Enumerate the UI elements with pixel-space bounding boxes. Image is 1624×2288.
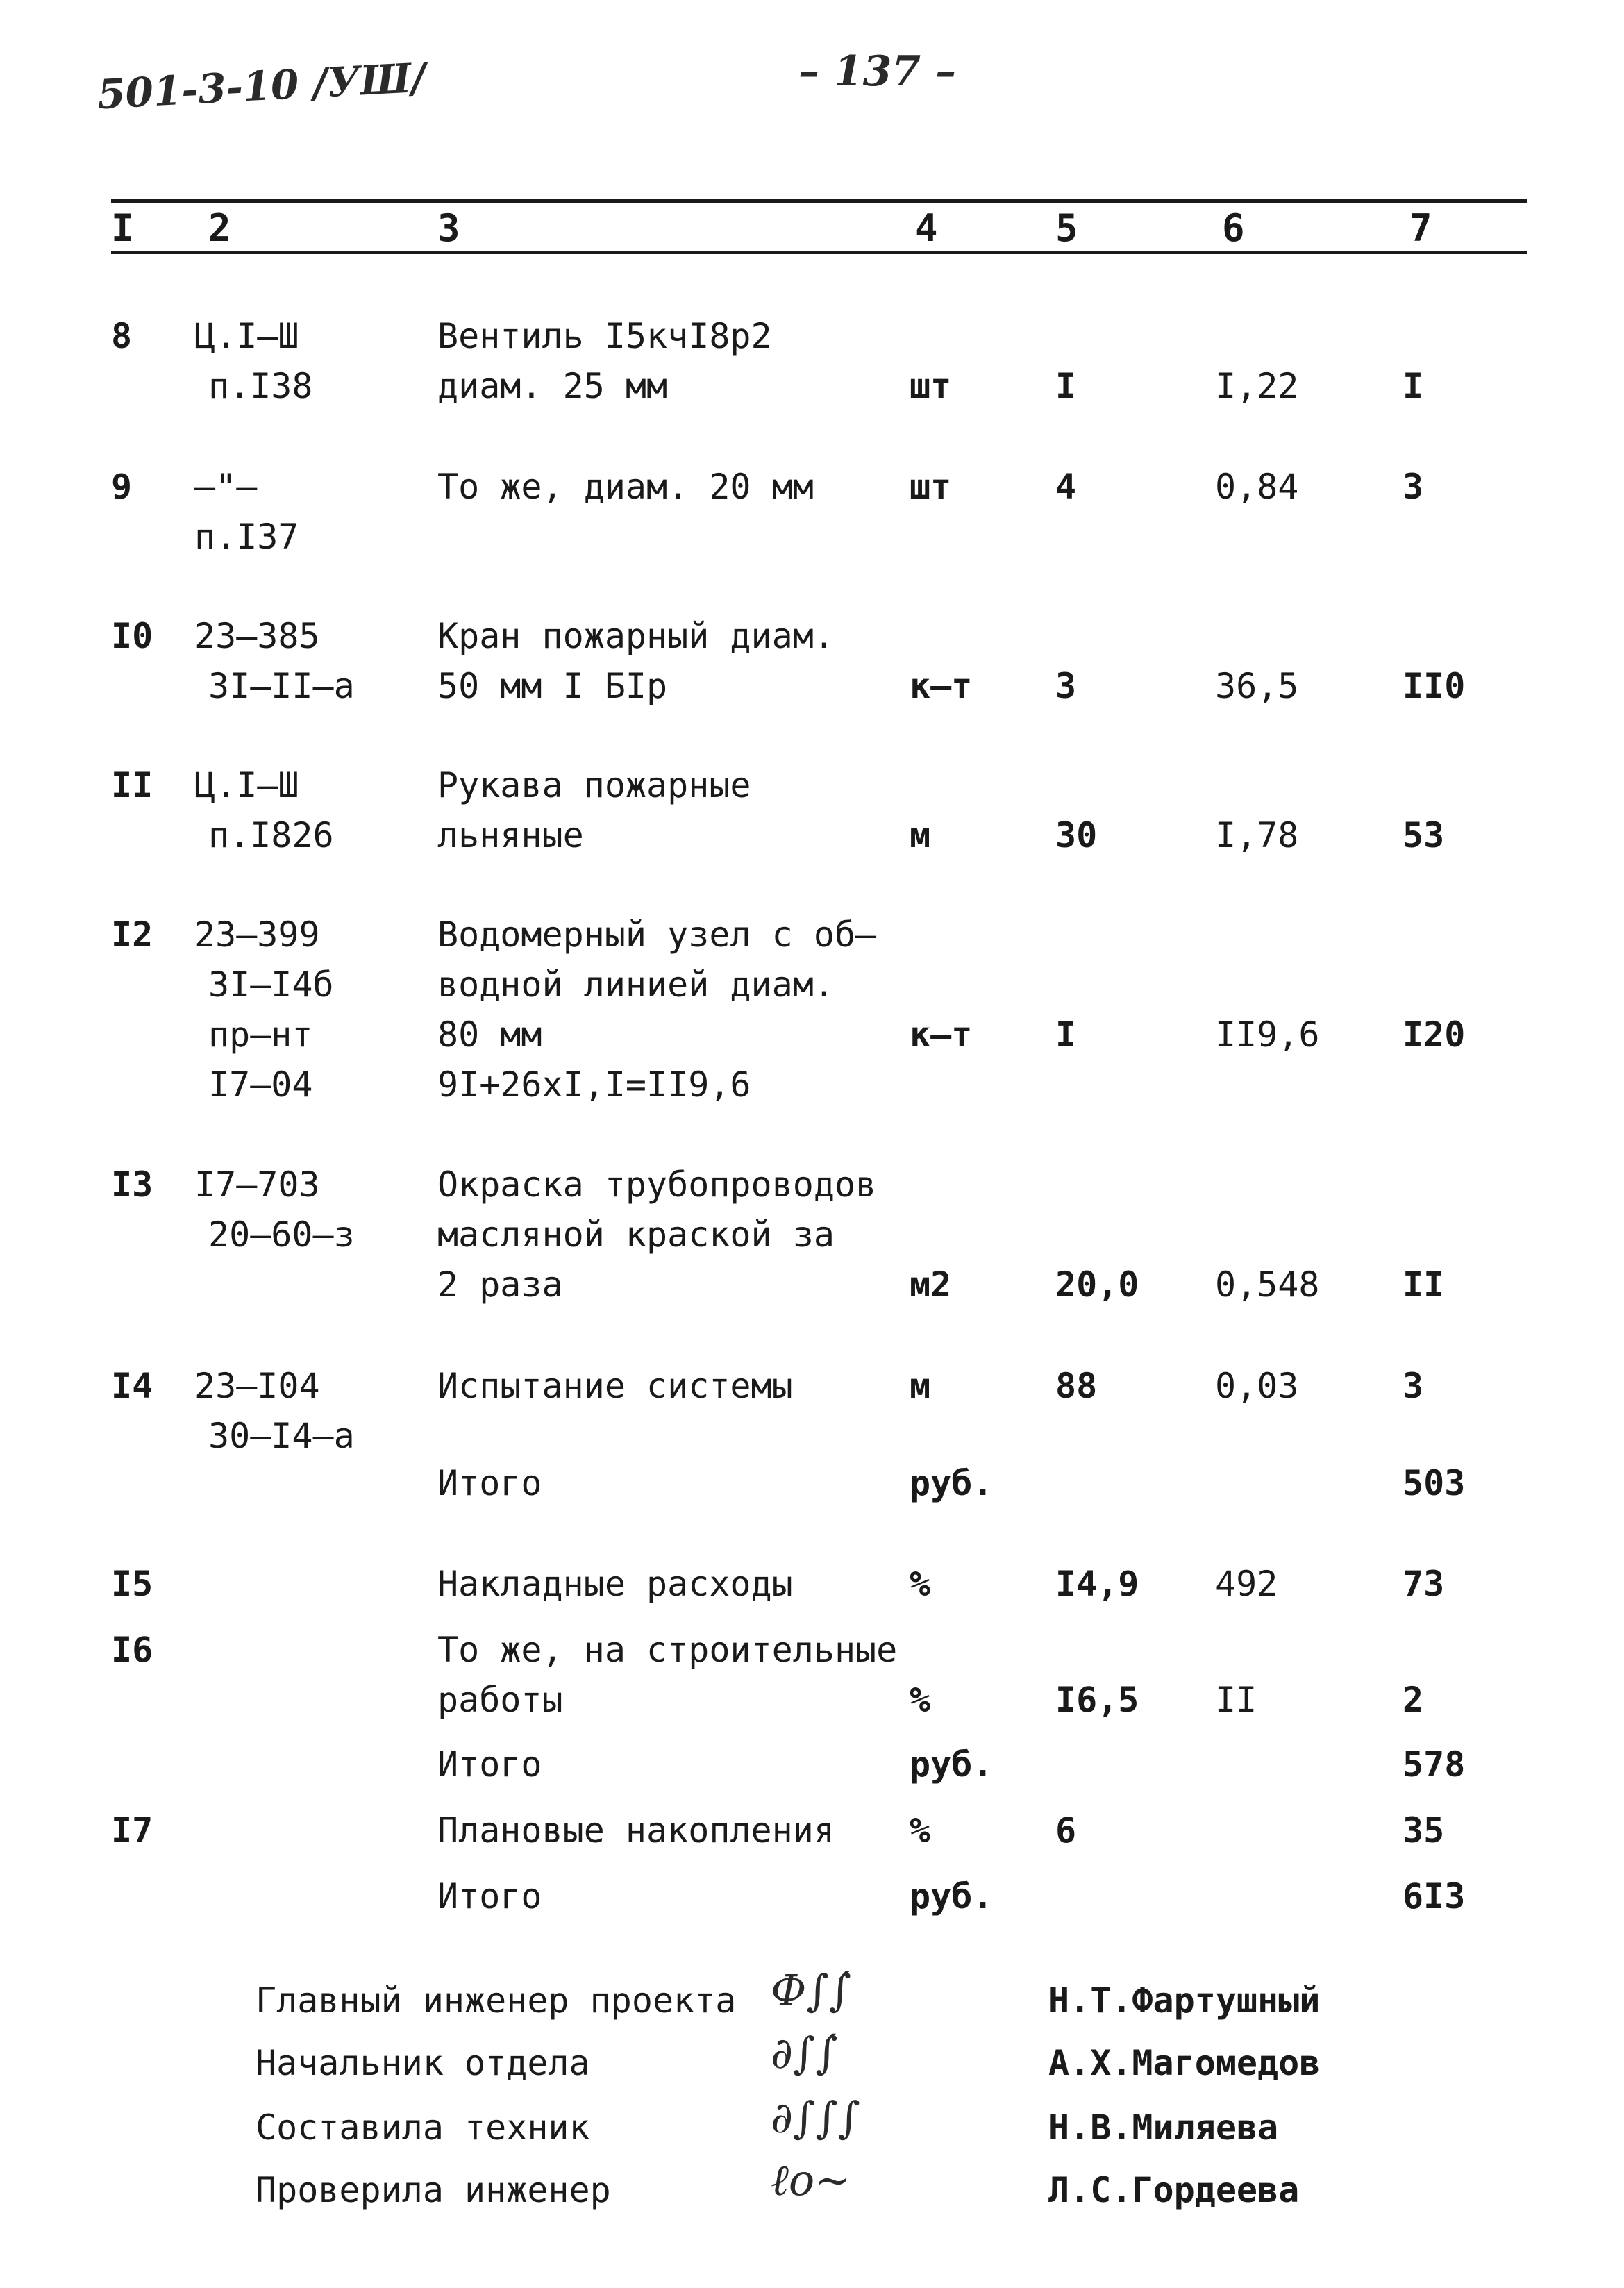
column-header-4: 4 bbox=[915, 206, 938, 250]
row-total: 3 bbox=[1403, 1366, 1424, 1406]
row-total: 6I3 bbox=[1403, 1876, 1466, 1917]
row-number: I5 bbox=[111, 1564, 153, 1604]
row-unit: к–т bbox=[910, 1014, 973, 1055]
signature-name: А.Х.Магомедов bbox=[1048, 2043, 1321, 2083]
row-description: 9I+26хI,I=II9,6 bbox=[437, 1064, 751, 1105]
row-number: 8 bbox=[111, 316, 133, 356]
column-header-2: 2 bbox=[208, 206, 231, 250]
row-reference: 23–I04 bbox=[194, 1366, 320, 1406]
row-unit-price: 492 bbox=[1215, 1564, 1278, 1604]
row-reference: Ц.I–Ш bbox=[194, 765, 299, 805]
row-number: I3 bbox=[111, 1164, 153, 1205]
row-unit-price: 0,84 bbox=[1215, 467, 1299, 507]
row-unit-price: II bbox=[1215, 1680, 1257, 1720]
row-number: I2 bbox=[111, 915, 153, 955]
row-description: Кран пожарный диам. bbox=[437, 616, 835, 656]
row-total: 503 bbox=[1403, 1463, 1466, 1503]
signature-name: Л.С.Гордеева bbox=[1048, 2170, 1300, 2210]
row-unit-price: II9,6 bbox=[1215, 1014, 1320, 1055]
signature-role: Составила техник bbox=[256, 2107, 590, 2148]
row-total: 53 bbox=[1403, 815, 1445, 855]
row-unit: руб. bbox=[910, 1744, 994, 1785]
row-description: Водомерный узел с об– bbox=[437, 915, 877, 955]
row-description: диам. 25 мм bbox=[437, 366, 668, 406]
row-number: I6 bbox=[111, 1630, 153, 1670]
row-description: Итого bbox=[437, 1463, 542, 1503]
column-header-3: 3 bbox=[437, 206, 460, 250]
row-total: 2 bbox=[1403, 1680, 1424, 1720]
row-unit-price: I,78 bbox=[1215, 815, 1299, 855]
row-reference: п.I826 bbox=[208, 815, 334, 855]
row-unit: шт bbox=[910, 467, 952, 507]
row-reference: п.I38 bbox=[208, 366, 313, 406]
handwritten-signature: ∂∫∫∫ bbox=[771, 2092, 860, 2143]
table-top-rule bbox=[111, 199, 1527, 203]
row-total: II0 bbox=[1403, 666, 1466, 706]
signature-role: Главный инженер проекта bbox=[256, 1980, 737, 2021]
row-quantity: 88 bbox=[1055, 1366, 1098, 1406]
signature-name: Н.Т.Фартушный bbox=[1048, 1980, 1321, 2021]
row-unit-price: 0,03 bbox=[1215, 1366, 1299, 1406]
row-unit-price: 0,548 bbox=[1215, 1264, 1320, 1305]
row-unit: шт bbox=[910, 366, 952, 406]
column-header-7: 7 bbox=[1409, 206, 1432, 250]
row-quantity: I bbox=[1055, 1014, 1077, 1055]
row-description: Рукава пожарные bbox=[437, 765, 751, 805]
column-header-6: 6 bbox=[1222, 206, 1245, 250]
row-unit: м2 bbox=[910, 1264, 952, 1305]
row-unit: к–т bbox=[910, 666, 973, 706]
row-unit: % bbox=[910, 1564, 931, 1604]
row-description: То же, диам. 20 мм bbox=[437, 467, 814, 507]
row-number: I4 bbox=[111, 1366, 153, 1406]
row-quantity: 3 bbox=[1055, 666, 1077, 706]
page-number: – 137 – bbox=[798, 47, 957, 96]
row-unit: руб. bbox=[910, 1876, 994, 1917]
row-reference: Ц.I–Ш bbox=[194, 316, 299, 356]
row-total: I bbox=[1403, 366, 1424, 406]
row-reference: 3I–I4б bbox=[208, 965, 334, 1005]
row-number: II bbox=[111, 765, 153, 805]
signature-role: Проверила инженер bbox=[256, 2170, 611, 2210]
row-reference: I7–703 bbox=[194, 1164, 320, 1205]
handwritten-signature: Ф∫∫́ bbox=[771, 1965, 852, 2016]
row-description: 50 мм I БIр bbox=[437, 666, 668, 706]
row-quantity: 20,0 bbox=[1055, 1264, 1139, 1305]
signature-name: Н.В.Миляева bbox=[1048, 2107, 1279, 2148]
row-total: 73 bbox=[1403, 1564, 1445, 1604]
row-description: льняные bbox=[437, 815, 584, 855]
row-description: То же, на строительные bbox=[437, 1630, 898, 1670]
row-number: I7 bbox=[111, 1810, 153, 1851]
row-quantity: 4 bbox=[1055, 467, 1077, 507]
row-reference: 23–385 bbox=[194, 616, 320, 656]
signature-role: Начальник отдела bbox=[256, 2043, 590, 2083]
row-reference: I7–04 bbox=[208, 1064, 313, 1105]
row-quantity: I4,9 bbox=[1055, 1564, 1139, 1604]
row-description: Вентиль I5кчI8р2 bbox=[437, 316, 772, 356]
row-unit: м bbox=[910, 815, 931, 855]
row-description: 2 раза bbox=[437, 1264, 563, 1305]
column-header-1: I bbox=[111, 206, 134, 250]
document-code: 501-3-10 /УШ/ bbox=[96, 53, 427, 119]
row-description: 80 мм bbox=[437, 1014, 542, 1055]
row-unit: % bbox=[910, 1810, 931, 1851]
row-reference: 30–I4–а bbox=[208, 1416, 355, 1456]
row-unit: % bbox=[910, 1680, 931, 1720]
row-description: Накладные расходы bbox=[437, 1564, 793, 1604]
row-description: Испытание системы bbox=[437, 1366, 793, 1406]
row-description: Итого bbox=[437, 1876, 542, 1917]
table-header-rule bbox=[111, 251, 1527, 254]
row-total: 578 bbox=[1403, 1744, 1466, 1785]
row-total: I20 bbox=[1403, 1014, 1466, 1055]
row-description: Итого bbox=[437, 1744, 542, 1785]
row-quantity: 6 bbox=[1055, 1810, 1077, 1851]
row-total: 3 bbox=[1403, 467, 1424, 507]
row-number: I0 bbox=[111, 616, 153, 656]
row-unit: м bbox=[910, 1366, 931, 1406]
row-reference: 20–60–з bbox=[208, 1214, 355, 1255]
handwritten-signature: ℓо∼ bbox=[771, 2155, 851, 2205]
row-unit-price: 36,5 bbox=[1215, 666, 1299, 706]
column-header-5: 5 bbox=[1055, 206, 1078, 250]
row-reference: 3I–II–а bbox=[208, 666, 355, 706]
row-quantity: I6,5 bbox=[1055, 1680, 1139, 1720]
row-unit-price: I,22 bbox=[1215, 366, 1299, 406]
row-reference: пр–нт bbox=[208, 1014, 313, 1055]
handwritten-signature: ∂∫∫́ bbox=[771, 2028, 838, 2078]
row-reference: п.I37 bbox=[194, 517, 299, 557]
row-description: Плановые накопления bbox=[437, 1810, 835, 1851]
row-description: водной линией диам. bbox=[437, 965, 835, 1005]
row-reference: –"– bbox=[194, 467, 258, 507]
row-description: Окраска трубопроводов bbox=[437, 1164, 877, 1205]
row-quantity: I bbox=[1055, 366, 1077, 406]
row-description: работы bbox=[437, 1680, 563, 1720]
row-total: 35 bbox=[1403, 1810, 1445, 1851]
row-description: масляной краской за bbox=[437, 1214, 835, 1255]
row-reference: 23–399 bbox=[194, 915, 320, 955]
row-quantity: 30 bbox=[1055, 815, 1098, 855]
row-number: 9 bbox=[111, 467, 133, 507]
row-total: II bbox=[1403, 1264, 1445, 1305]
row-unit: руб. bbox=[910, 1463, 994, 1503]
